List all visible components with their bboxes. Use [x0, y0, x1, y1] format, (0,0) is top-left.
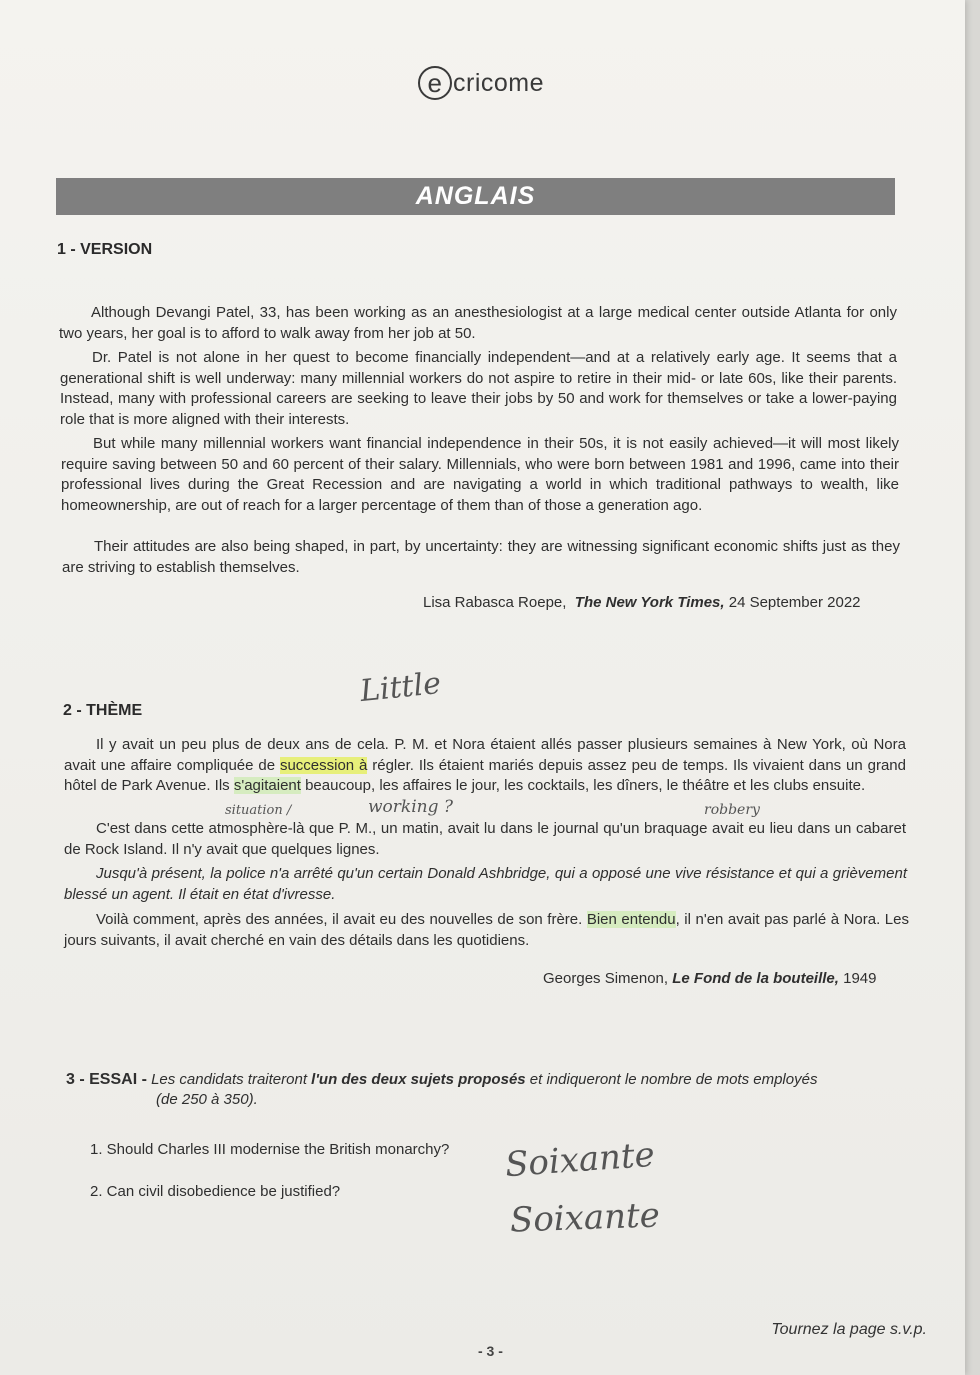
version-paragraph-3: But while many millennial workers want financial independence in their 50s, it is not easily achieved—it will most likely require saving between 50 and 60 percent of their salary. Millennials, who were born between 1981 and 1996, came into their professional lives during the Great Recession and are navigating a world in which traditional pathways to wealth, like homeownership, are out of reach for a larger percentage of them than of those a generation ago. [61, 435, 899, 514]
highlight-bien-entendu: Bien entendu [586, 911, 676, 928]
subject-banner [56, 178, 895, 215]
theme-heading: 2 - THÈME [63, 702, 143, 719]
handwritten-note-little: Little [358, 665, 443, 710]
ecricome-logo-mark: e [418, 66, 452, 100]
theme-source: Georges Simenon, Le Fond de la bouteille, 1949 [543, 970, 877, 987]
handwritten-note-soixante-2: Soixante [509, 1195, 661, 1241]
handwritten-note-working: working ? [368, 797, 453, 817]
version-paragraph-1: Although Devangi Patel, 33, has been working as an anesthesiologist at a large medical center outside Atlanta for only two years, her goal is to afford to walk away from her job at 50. [59, 304, 897, 342]
version-heading: 1 - VERSION [57, 241, 153, 258]
theme-paragraph-2: C'est dans cette atmosphère-là que P. M., un matin, avait lu dans le journal qu'un braquage avait eu lieu dans un cabaret de Rock Island. Il n'y avait que quelques lignes. [64, 820, 906, 858]
version-paragraph-2: Dr. Patel is not alone in her quest to become financially independent—and at a relatively early age. It seems that a generational shift is well underway: many millennial workers do not aspire to retire in their mid- or late 60s, like their parents. Instead, many with professional careers are seeking to leave their jobs by 50 and work for themselves or take a lower-paying role that is more aligned with their interests. [60, 349, 897, 428]
highlight-sagitaient: s'agitaient [233, 777, 301, 794]
page-number: - 3 - [478, 1343, 503, 1359]
theme-paragraph-3: Jusqu'à présent, la police n'a arrêté qu'un certain Donald Ashbridge, qui a opposé une vive résistance et qui a grièvement blessé un agent. Il était en état d'ivresse. [64, 865, 907, 903]
turn-page-note: Tournez la page s.v.p. [771, 1321, 927, 1338]
handwritten-note-situation: situation / [225, 803, 292, 818]
highlight-succession: succession à [279, 756, 368, 774]
essay-subject-1: 1. Should Charles III modernise the British monarchy? [90, 1141, 450, 1158]
ecricome-logo [418, 66, 544, 100]
version-paragraph-4: Their attitudes are also being shaped, in part, by uncertainty: they are witnessing significant economic shifts just as they are striving to establish themselves. [62, 538, 900, 576]
essay-subject-2: 2. Can civil disobedience be justified? [90, 1183, 341, 1200]
subject-title: ANGLAIS [415, 182, 536, 210]
theme-paragraph-4: Voilà comment, après des années, il avait eu des nouvelles de son frère. Bien entendu, il n'en avait pas parlé à Nora. Les jours suivants, il avait cherché en vain des détails dans les quotidiens. [64, 911, 909, 949]
essay-heading: 3 - ESSAI - Les candidats traiteront l'un des deux sujets proposés et indiqueront le nombre de mots employés (de 250 à 350). [66, 1071, 818, 1108]
handwritten-note-robbery: robbery [704, 802, 760, 818]
theme-paragraph-1: Il y avait un peu plus de deux ans de cela. P. M. et Nora étaient allés passer plusieurs semaines à New York, où Nora avait une affaire compliquée de succession à régler. Ils étaient mariés depuis assez peu de temps. Ils vivaient dans un grand hôtel de Park Avenue. Ils s'agitaient beaucoup, les affaires le jour, les cocktails, les dîners, le théâtre et les clubs ensuite. [64, 736, 906, 794]
ecricome-logo-text: cricome [453, 68, 545, 97]
handwritten-note-soixante-1: Soixante [503, 1134, 656, 1186]
version-source: Lisa Rabasca Roepe, The New York Times, 24 September 2022 [423, 594, 861, 611]
